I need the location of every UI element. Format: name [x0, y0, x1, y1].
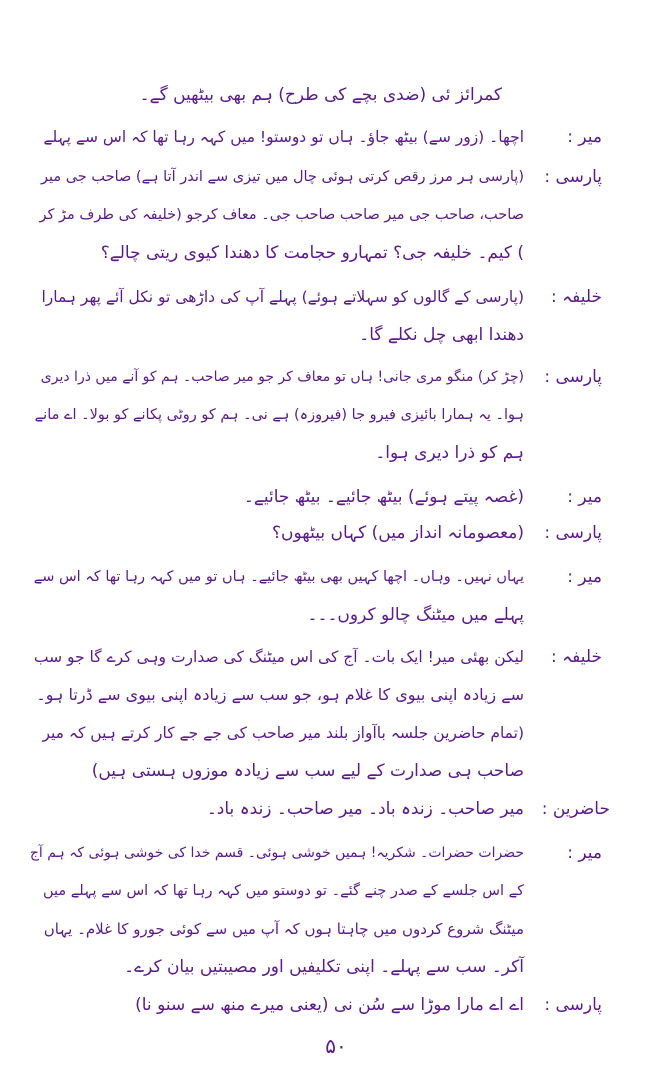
speaker-name: پارسی : — [544, 523, 602, 543]
dialogue-line: (غصہ پیتے ہوئے) بیٹھ جائیے۔ بیٹھ جائیے۔ — [243, 487, 524, 507]
dialogue-line: (پارسی کے گالوں کو سہلاتے ہوئے) پہلے آپ کی داڑھی تو نکل آئے پھر ہمارا — [41, 288, 524, 306]
dialogue-line: سے زیادہ اپنی بیوی کا غلام ہو، جو سب سے زیادہ اپنی بیوی سے ڈرتا ہو۔ — [36, 685, 524, 704]
dialogue-line: (پارسی ہر مرز رقص کرتی ہوئی چال میں تیزی سے اندر آتا ہے) صاحب جی میر — [40, 169, 524, 185]
dialogue-line: (تمام حاضرین جلسہ باآواز بلند میر صاحب کی جے جے کار کرتے ہیں کہ میر — [42, 724, 524, 742]
dialogue-line: حضرات حضرات۔ شکریہ! ہمیں خوشی ہوئی۔ قسم خدا کی خوشی ہوئی کہ ہم آج — [29, 845, 524, 861]
dialogue-line: میٹنگ شروع کردوں میں چاہتا ہوں کہ آپ میں سے کوئی جورو کا غلام۔ یہاں — [43, 920, 524, 938]
dialogue-line: صاحب، صاحب جی میر صاحب صاحب جی۔ معاف کرجو (خلیفہ کی طرف مڑ کر — [39, 207, 524, 223]
dialogue-line: دھندا ابھی چل نکلے گا۔ — [359, 325, 524, 345]
speaker-name: خلیفہ : — [551, 287, 602, 307]
dialogue-line: ) کیم۔ خلیفہ جی؟ تمہارو حجامت کا دھندا کیوی ریتی چالے؟ — [100, 243, 524, 263]
dialogue-line: آکر۔ سب سے پہلے۔ اپنی تکلیفیں اور مصیبتیں بیان کرے۔ — [124, 957, 524, 977]
dialogue-line: پہلے میں میٹنگ چالو کروں۔۔۔ — [307, 605, 524, 625]
speaker-name: میر : — [567, 567, 602, 587]
page-number: ۵۰ — [325, 1034, 347, 1058]
dialogue-line: (معصومانہ انداز میں) کہاں بیٹھوں؟ — [271, 523, 524, 543]
dialogue-line: کے اس جلسے کے صدر چنے گئے۔ تو دوستو میں کہہ رہا تھا کہ اس سے پہلے میں — [42, 883, 524, 899]
speaker-name: پارسی : — [544, 995, 602, 1015]
dialogue-line: اے اے مارا موڑا سے سُن نی (یعنی میرے منھ سے سنو نا) — [135, 995, 524, 1015]
speaker-name: حاضرین : — [541, 799, 610, 819]
dialogue-line: کمرائز ئی (ضدی بچے کی طرح) ہم بھی بیٹھیں گے۔ — [139, 85, 502, 105]
speaker-name: میر : — [567, 487, 602, 507]
speaker-name: پارسی : — [544, 367, 602, 387]
dialogue-line: یہاں نہیں۔ وہاں۔ اچھا کہیں بھی بیٹھ جائیے۔ ہاں تو میں کہہ رہا تھا کہ اس سے — [33, 569, 524, 585]
dialogue-line: لیکن بھئی میر! ایک بات۔ آج کی اس میٹنگ کی صدارت وہی کرے گا جو سب — [33, 648, 524, 666]
dialogue-line: میر صاحب۔ زندہ باد۔ میر صاحب۔ زندہ باد۔ — [206, 799, 524, 819]
dialogue-line: صاحب ہی صدارت کے لیے سب سے زیادہ موزوں ہستی ہیں) — [91, 761, 524, 781]
speaker-name: میر : — [567, 127, 602, 147]
dialogue-line: (چڑ کر) منگو مری جانی! ہاں تو معاف کر جو میر صاحب۔ ہم کو آنے میں ذرا دیری — [40, 369, 524, 385]
speaker-name: خلیفہ : — [551, 647, 602, 667]
dialogue-line: ہوا۔ یہ ہمارا بائیزی فیرو جا (فیروزہ) ہے نی۔ ہم کو روٹی پکانے کو بولا۔ اے مانے — [34, 407, 524, 423]
speaker-name: پارسی : — [544, 167, 602, 187]
dialogue-line: ہم کو ذرا دیری ہوا۔ — [375, 443, 524, 463]
speaker-name: میر : — [567, 843, 602, 863]
dialogue-line: اچھا۔ (زور سے) بیٹھ جاؤ۔ ہاں تو دوستو! میں کہہ رہا تھا کہ اس سے پہلے — [43, 128, 524, 146]
